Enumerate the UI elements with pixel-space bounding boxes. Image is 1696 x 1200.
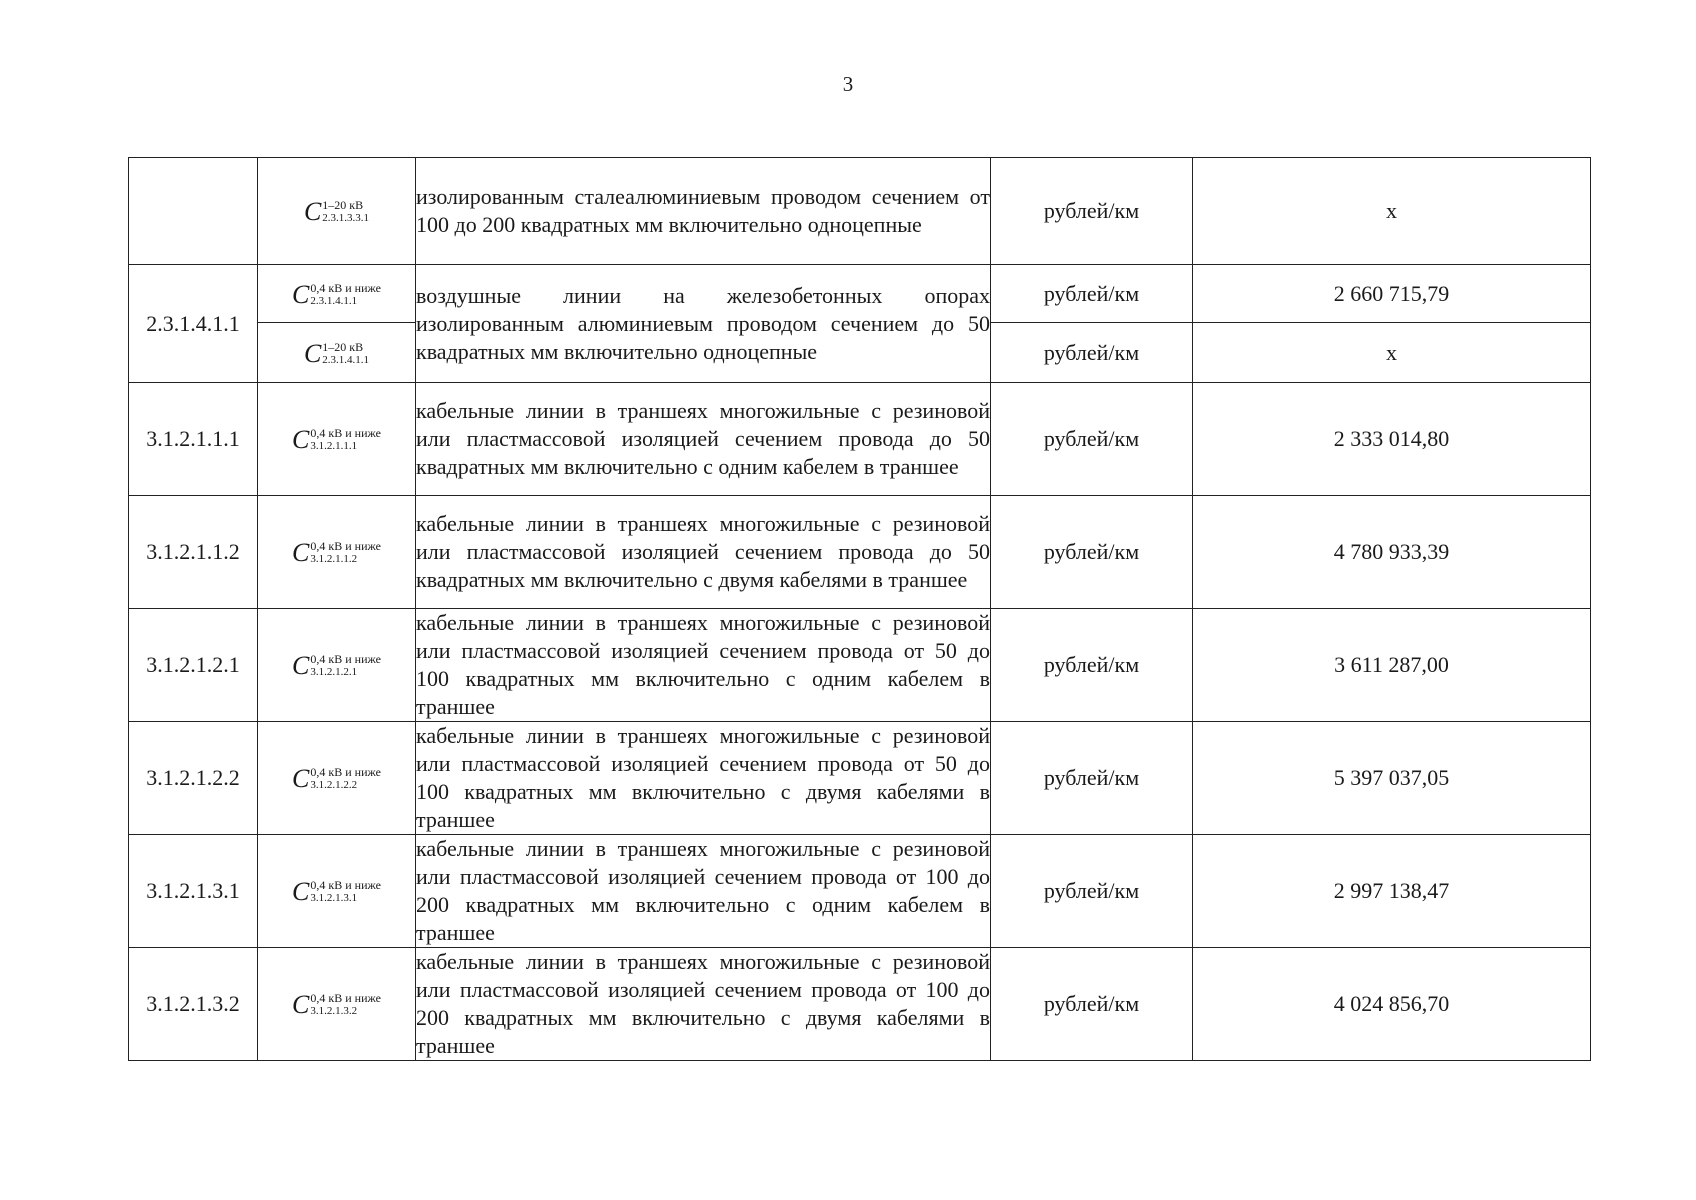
row-unit: рублей/км: [991, 835, 1193, 948]
row-value: 2 660 715,79: [1193, 265, 1591, 323]
rate-symbol: C 1–20 кВ 2.3.1.4.1.1: [258, 323, 416, 383]
row-code: 3.1.2.1.3.1: [129, 835, 258, 948]
table-row: [129, 722, 1591, 835]
rate-symbol: C 0,4 кВ и ниже 3.1.2.1.3.1: [258, 835, 416, 948]
row-description: кабельные линии в траншеях многожильные с резиновой или пластмассовой изоляцией сечением провода от 50 до 100 квадратных мм включительно с одним кабелем в траншее: [416, 609, 991, 722]
tariff-table: [128, 157, 1591, 1061]
row-unit: рублей/км: [991, 948, 1193, 1061]
row-unit: рублей/км: [991, 609, 1193, 722]
row-description: кабельные линии в траншеях многожильные с резиновой или пластмассовой изоляцией сечением провода до 50 квадратных мм включительно с одним кабелем в траншее: [416, 383, 991, 496]
table-row: [129, 835, 1591, 948]
row-value: 5 397 037,05: [1193, 722, 1591, 835]
row-value: 2 997 138,47: [1193, 835, 1591, 948]
row-description: кабельные линии в траншеях многожильные с резиновой или пластмассовой изоляцией сечением провода от 100 до 200 квадратных мм включительно с одним кабелем в траншее: [416, 835, 991, 948]
row-description: кабельные линии в траншеях многожильные с резиновой или пластмассовой изоляцией сечением провода от 100 до 200 квадратных мм включительно с двумя кабелями в траншее: [416, 948, 991, 1061]
table-row: [129, 158, 1591, 265]
row-value: х: [1193, 158, 1591, 265]
row-value: 3 611 287,00: [1193, 609, 1591, 722]
row-code: 3.1.2.1.1.2: [129, 496, 258, 609]
row-unit: рублей/км: [991, 265, 1193, 323]
page-number: 3: [842, 72, 854, 96]
table-row: [129, 265, 1591, 323]
rate-symbol: C 0,4 кВ и ниже 3.1.2.1.1.1: [258, 383, 416, 496]
row-code: 3.1.2.1.1.1: [129, 383, 258, 496]
table-row: [129, 383, 1591, 496]
row-value: 4 780 933,39: [1193, 496, 1591, 609]
row-code: 2.3.1.4.1.1: [129, 265, 258, 383]
row-description: воздушные линии на железобетонных опорах изолированным алюминиевым проводом сечением до 50 квадратных мм включительно одноцепные: [416, 265, 991, 383]
row-code: 3.1.2.1.2.1: [129, 609, 258, 722]
row-unit: рублей/км: [991, 383, 1193, 496]
table-row: [129, 609, 1591, 722]
rate-symbol: C 0,4 кВ и ниже 2.3.1.4.1.1: [258, 265, 416, 323]
row-code: 3.1.2.1.2.2: [129, 722, 258, 835]
rate-symbol: C 0,4 кВ и ниже 3.1.2.1.2.2: [258, 722, 416, 835]
row-unit: рублей/км: [991, 496, 1193, 609]
row-code: 3.1.2.1.3.2: [129, 948, 258, 1061]
rate-symbol: C 0,4 кВ и ниже 3.1.2.1.2.1: [258, 609, 416, 722]
row-description: кабельные линии в траншеях многожильные с резиновой или пластмассовой изоляцией сечением провода до 50 квадратных мм включительно с двумя кабелями в траншее: [416, 496, 991, 609]
rate-symbol: C 1–20 кВ 2.3.1.3.3.1: [258, 158, 416, 265]
table-row: [129, 948, 1591, 1061]
rate-symbol: C 0,4 кВ и ниже 3.1.2.1.1.2: [258, 496, 416, 609]
row-unit: рублей/км: [991, 158, 1193, 265]
row-description: кабельные линии в траншеях многожильные с резиновой или пластмассовой изоляцией сечением провода от 50 до 100 квадратных мм включительно с двумя кабелями в траншее: [416, 722, 991, 835]
row-value: х: [1193, 323, 1591, 383]
row-description: изолированным сталеалюминиевым проводом сечением от 100 до 200 квадратных мм включительно одноцепные: [416, 158, 991, 265]
rate-symbol: C 0,4 кВ и ниже 3.1.2.1.3.2: [258, 948, 416, 1061]
row-code: [129, 158, 258, 265]
row-value: 4 024 856,70: [1193, 948, 1591, 1061]
row-unit: рублей/км: [991, 323, 1193, 383]
row-unit: рублей/км: [991, 722, 1193, 835]
table-row: [129, 496, 1591, 609]
row-value: 2 333 014,80: [1193, 383, 1591, 496]
